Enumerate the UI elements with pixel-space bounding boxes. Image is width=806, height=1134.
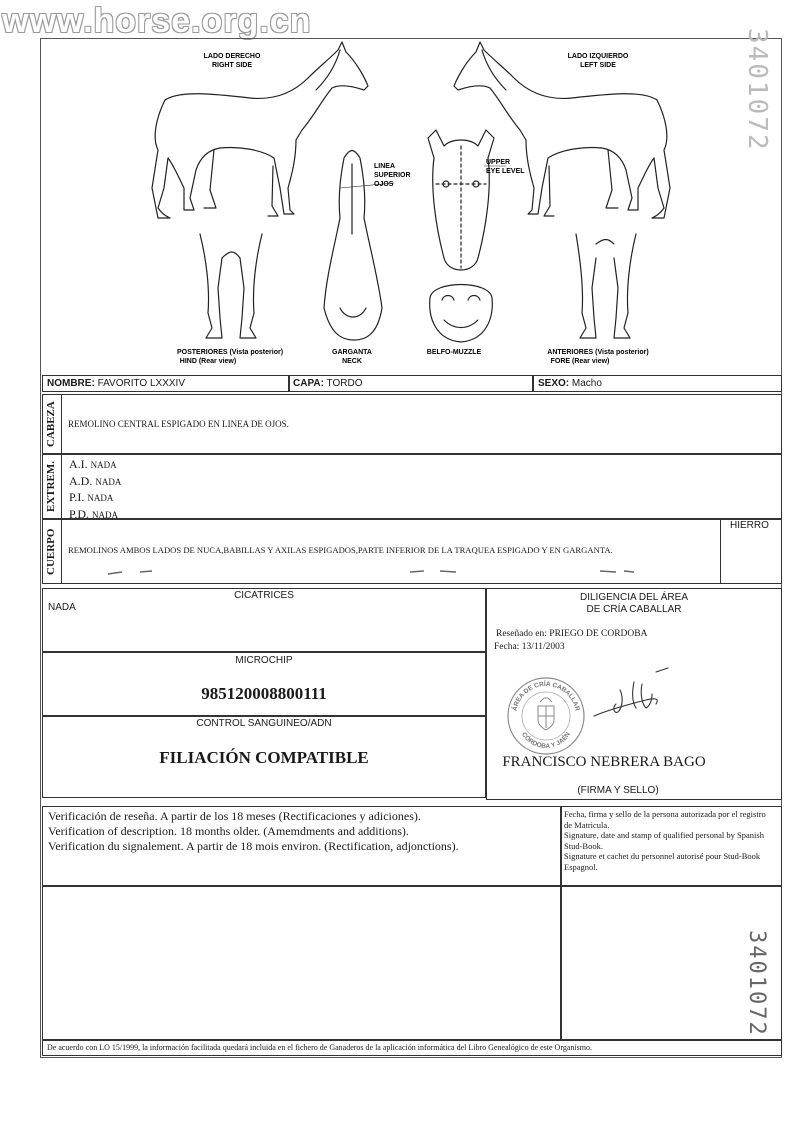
footer-text: De acuerdo con LO 15/1999, la información facilitada quedará incluida en el fichero de Ganaderos de la aplicación informática del Libro Genealógico de este Organismo. xyxy=(47,1043,592,1052)
verification-right-en: Signature, date and stamp of qualified personal by Spanish Stud-Book. xyxy=(564,830,764,851)
nombre-value: FAVORITO LXXXIV xyxy=(97,378,185,389)
cabeza-text: REMOLINO CENTRAL ESPIGADO EN LINEA DE OJOS. xyxy=(68,419,289,429)
horse-right-side-drawing xyxy=(152,42,368,218)
verification-lines xyxy=(48,809,459,854)
capa-value: TORDO xyxy=(326,378,363,389)
verification-fr: Verification du signalement. A partir de 18 mois environ. (Rectification, adjonctions). xyxy=(48,839,459,853)
diligencia-title-2: DE CRÍA CABALLAR xyxy=(586,604,682,615)
extrem-line-ad: A.D. NADA xyxy=(69,473,122,488)
hierro-label: HIERRO xyxy=(730,520,769,531)
verification-en: Verification of description. 18 months older. (Amemdments and additions). xyxy=(48,824,409,838)
officer-name: FRANCISCO NEBRERA BAGO xyxy=(502,754,706,770)
label-left-side-es: LADO IZQUIERDO xyxy=(567,53,629,60)
nombre-field xyxy=(47,378,185,389)
label-neck: NECK xyxy=(342,358,362,365)
label-anteriores: ANTERIORES (Vista posterior) xyxy=(547,349,649,356)
verification-right-text xyxy=(564,809,774,872)
extrem-line-pi: P.I. NADA xyxy=(69,490,114,504)
resenado-line: Reseñado en: PRIEGO DE CORDOBA xyxy=(496,629,648,639)
verification-right-es: Fecha, firma y sello de la persona autorizada por el registro de Matricula. xyxy=(564,809,766,830)
signature xyxy=(590,664,670,724)
extrem-section xyxy=(42,454,782,520)
label-posteriores: POSTERIORES (Vista posterior) xyxy=(176,349,284,356)
side-stamp-bottom: 3401072 xyxy=(744,930,769,1037)
head-front-drawing xyxy=(428,130,494,270)
label-right-side-en: RIGHT SIDE xyxy=(211,62,253,69)
extrem-line-ai: A.I. NADA xyxy=(69,457,117,471)
cuerpo-markings xyxy=(100,566,640,578)
svg-text:ÁREA DE CRÍA CABALLAR xyxy=(509,679,580,712)
coat-of-arms-icon xyxy=(538,698,554,730)
cuerpo-text: REMOLINOS AMBOS LADOS DE NUCA,BABILLAS Y AXILAS ESPIGADOS,PARTE INFERIOR DE LA TRAQUEA ESPIGADO Y EN GARGANTA. xyxy=(68,545,613,555)
verification-divider xyxy=(560,806,562,886)
cuerpo-label: CUERPO xyxy=(45,528,57,576)
label-belfo: BELFO-MUZZLE xyxy=(426,349,482,356)
microchip-value: 985120008800111 xyxy=(201,684,327,703)
firma-y-sello: (FIRMA Y SELLO) xyxy=(577,785,659,796)
diligencia-title-1: DILIGENCIA DEL ÁREA xyxy=(580,592,688,603)
fecha-line: Fecha: 13/11/2003 xyxy=(494,642,565,652)
official-stamp xyxy=(504,674,588,758)
side-stamp-top: 3401072 xyxy=(742,28,772,152)
fore-legs-drawing xyxy=(576,234,636,338)
capa-field xyxy=(293,378,362,389)
cabeza-label: CABEZA xyxy=(45,401,57,447)
identity-divider-2 xyxy=(532,375,534,392)
label-upper-eye-2: EYE LEVEL xyxy=(486,168,525,175)
verification-es: Verificación de reseña. A partir de los 18 meses (Rectificaciones y adiciones). xyxy=(48,809,421,823)
verification-right-fr: Signature et cachet du personnel autorisé pour Stud-Book Espagnol. xyxy=(564,851,761,872)
muzzle-drawing xyxy=(430,285,493,343)
blank-divider xyxy=(560,886,562,1040)
nombre-label: NOMBRE: xyxy=(47,378,95,389)
diligencia-title xyxy=(486,592,782,616)
microchip-label: MICROCHIP xyxy=(235,655,293,666)
cicatrices-value: NADA xyxy=(48,602,76,613)
stamp-text-bottom: CÓRDOBA Y JAÉN xyxy=(520,731,572,751)
svg-text:CÓRDOBA Y JAÉN xyxy=(520,731,572,750)
label-fore: FORE (Rear view) xyxy=(550,358,610,365)
sexo-label: SEXO: xyxy=(538,378,570,389)
control-value: FILIACIÓN COMPATIBLE xyxy=(159,748,369,767)
label-upper-eye-1: UPPER xyxy=(486,159,511,166)
label-hind: HIND (Rear view) xyxy=(179,358,237,365)
identity-divider-1 xyxy=(288,375,290,392)
extrem-line-pd: P.D. NADA xyxy=(69,506,119,521)
label-left-side-en: LEFT SIDE xyxy=(580,62,616,69)
label-linea-3: OJOS xyxy=(374,181,394,188)
watermark: www.horse.org.cn xyxy=(2,2,312,40)
extrem-label: EXTREM. xyxy=(45,460,57,512)
label-linea-1: LINEA xyxy=(374,163,395,170)
extrem-lines xyxy=(69,457,121,523)
label-right-side-es: LADO DERECHO xyxy=(203,53,261,60)
sexo-value: Macho xyxy=(571,378,602,389)
hind-legs-drawing xyxy=(200,234,262,338)
blank-box xyxy=(42,886,782,1040)
cicatrices-label: CICATRICES xyxy=(234,590,294,601)
stamp-text-top: ÁREA DE CRÍA CABALLAR xyxy=(511,680,581,712)
capa-label: CAPA: xyxy=(293,378,324,389)
sexo-field xyxy=(538,378,602,389)
label-garganta: GARGANTA xyxy=(332,349,372,356)
horse-diagram xyxy=(40,38,782,374)
label-linea-2: SUPERIOR xyxy=(374,172,411,179)
control-label: CONTROL SANGUINEO/ADN xyxy=(196,718,332,729)
